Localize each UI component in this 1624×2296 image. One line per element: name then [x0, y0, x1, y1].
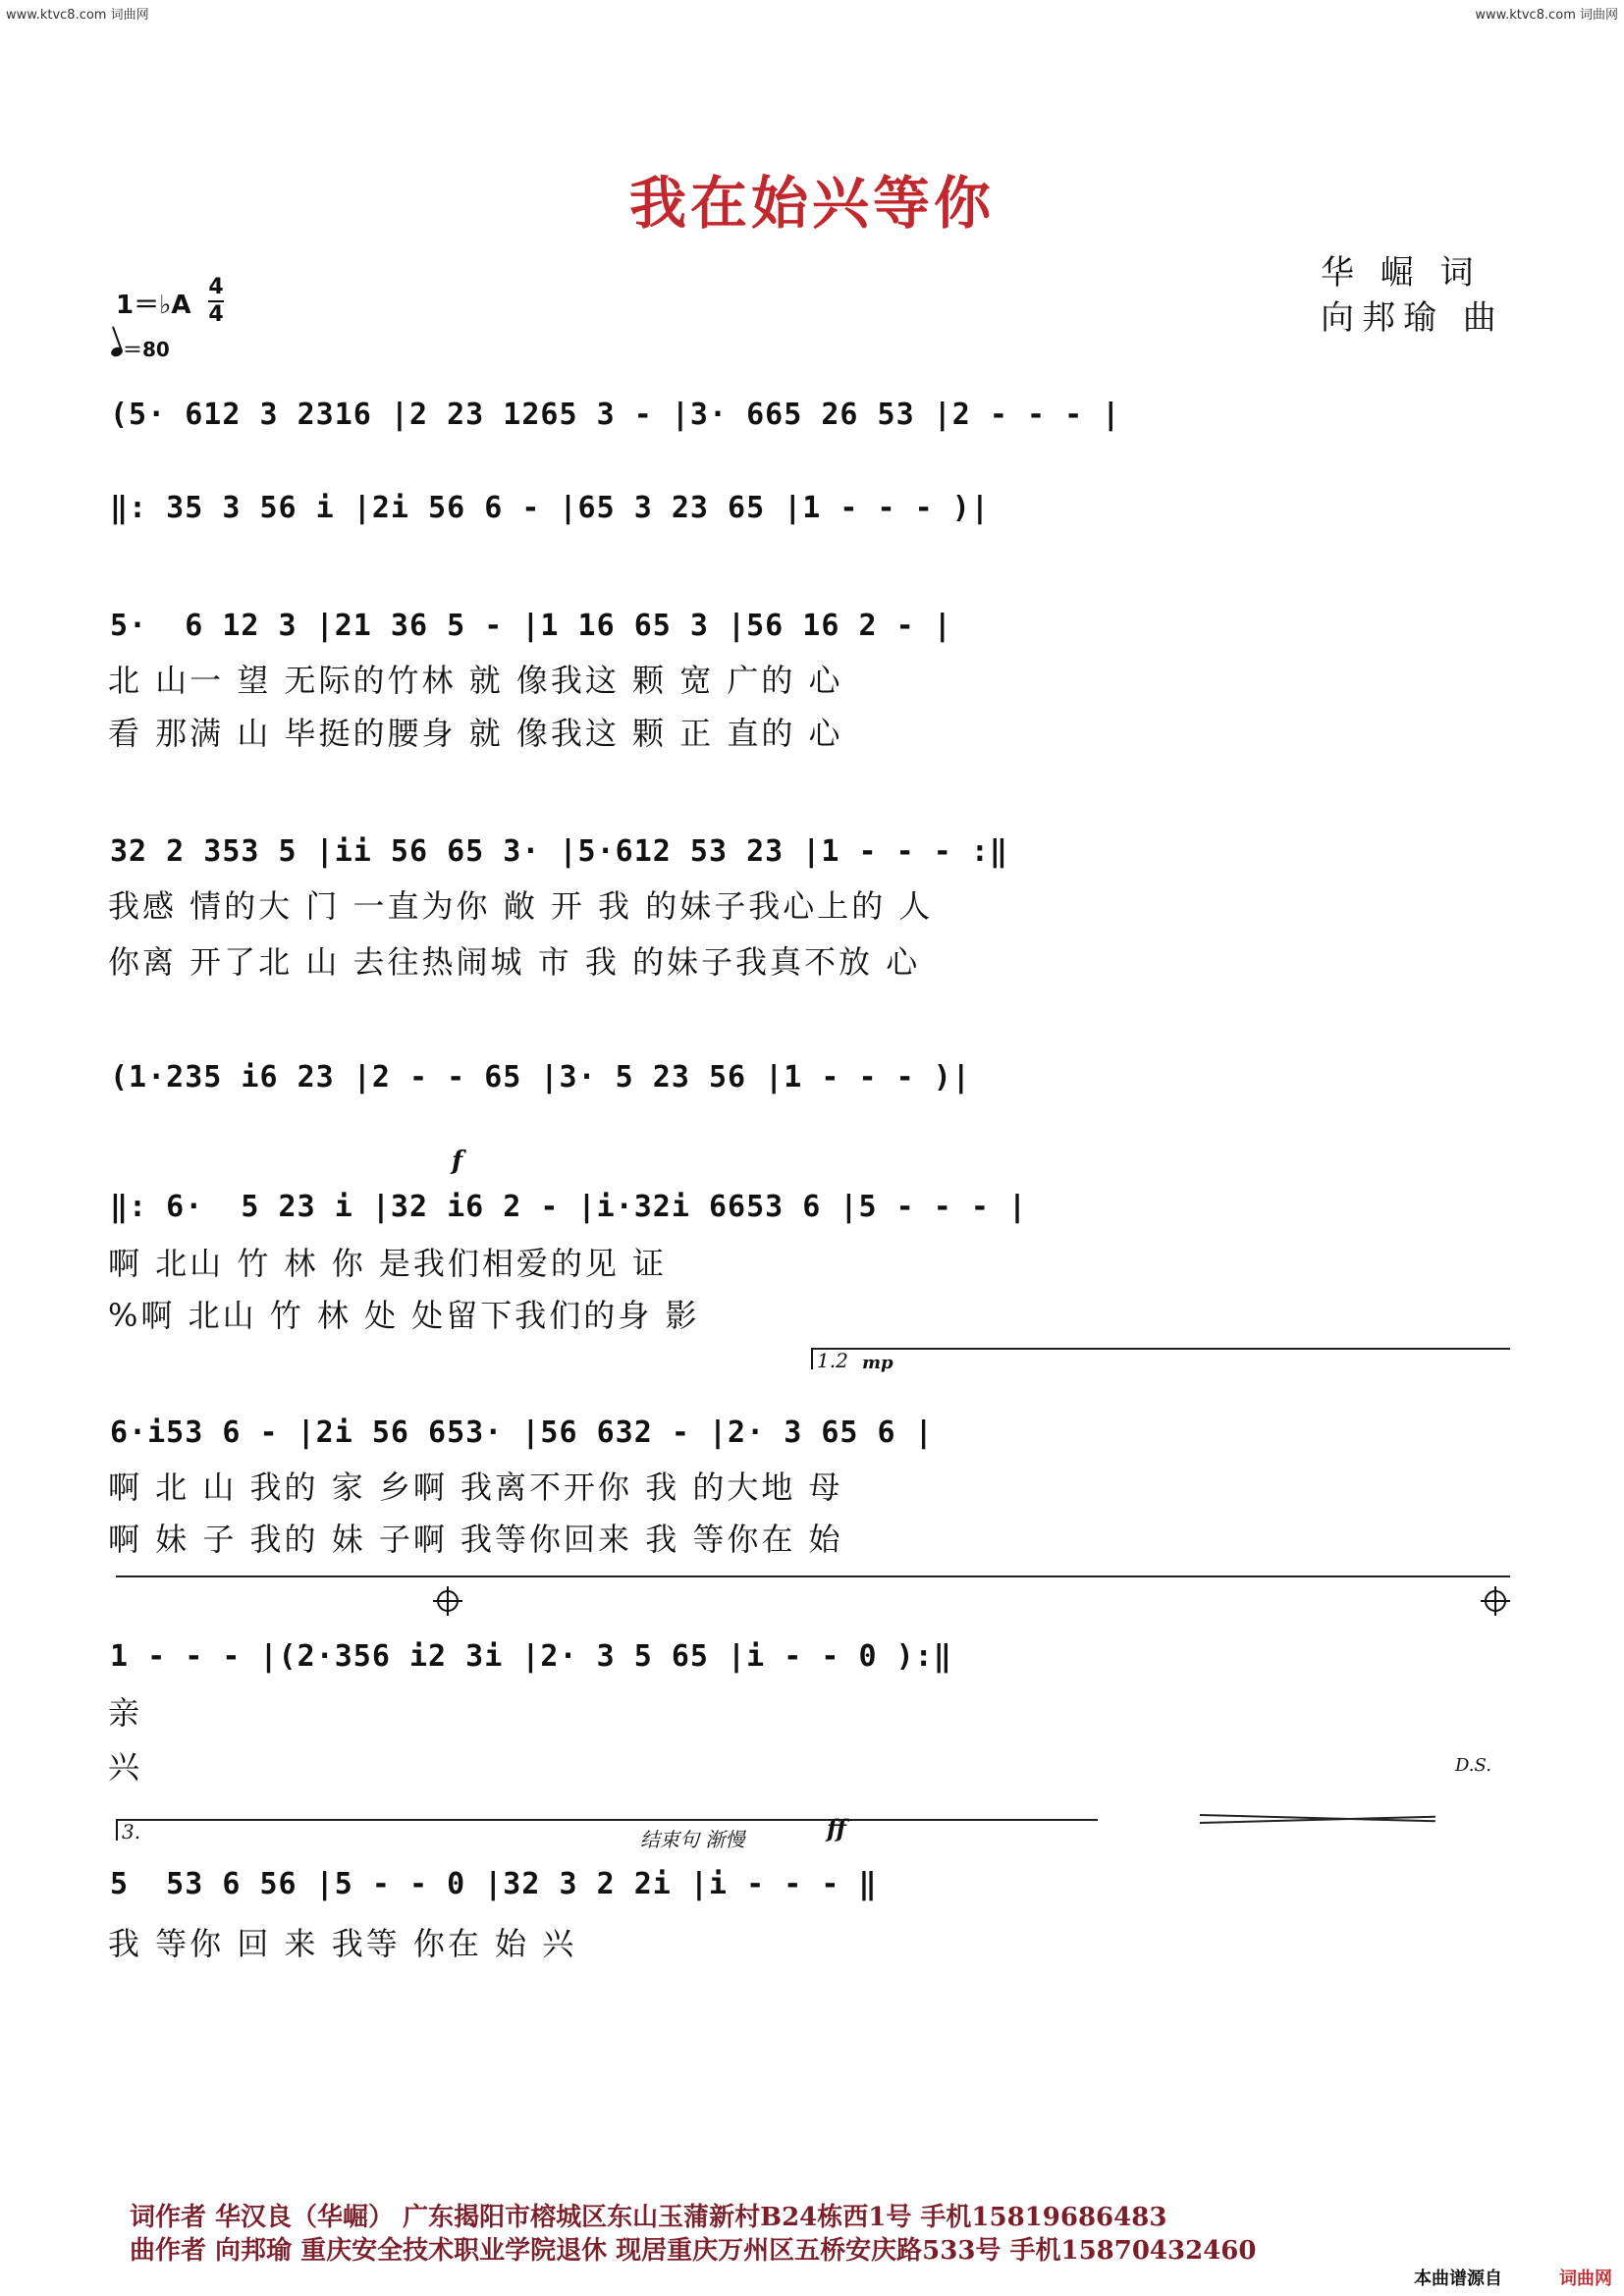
tempo-mark: [111, 334, 170, 362]
notation-row-5: (1·235 i6 23 |2 - - 65 |3· 5 23 56 |1 - - - )|: [110, 1060, 971, 1095]
footer-lyricist-info: 词作者 华汉良（华崛） 广东揭阳市榕城区东山玉蒲新村B24栋西1号 手机15819686483: [130, 2203, 1167, 2232]
ending-bracket-line: [116, 1575, 1510, 1577]
lyrics-row-3-verse-1: 北 山一 望 无际的竹林 就 像我这 颗 宽 广的 心: [108, 662, 843, 699]
volta-3-hook: [116, 1819, 118, 1841]
lyrics-row-4-verse-1: 我感 情的大 门 一直为你 敞 开 我 的妹子我心上的 人: [108, 887, 934, 925]
time-sig-bottom: 4: [208, 302, 224, 327]
lyrics-row-8-verse-1: 亲: [108, 1694, 143, 1732]
dynamic-mp: mp: [862, 1353, 893, 1373]
time-signature: [208, 275, 224, 328]
rit-instruction: 结束句 渐慢: [640, 1828, 745, 1851]
header-site-left[interactable]: www.ktvc8.com 词曲网: [6, 8, 149, 23]
site-logo-link[interactable]: 词曲网: [1559, 2269, 1612, 2289]
lyrics-row-6-verse-1: 啊 北山 竹 林 你 是我们相爱的见 证: [108, 1245, 668, 1282]
key-signature: 1＝♭A: [116, 291, 191, 320]
dynamic-f: f: [452, 1147, 463, 1176]
lyrics-row-7-verse-1: 啊 北 山 我的 家 乡啊 我离不开你 我 的大地 母: [108, 1468, 843, 1506]
lyrics-row-4-verse-2: 你离 开了北 山 去往热闹城 市 我 的妹子我真不放 心: [108, 943, 921, 981]
volta-1-2-hook: [811, 1348, 813, 1369]
volta-1-2-label: 1.2: [817, 1349, 848, 1372]
notation-row-7: 6·i53 6 - |2i 56 653· |56 632 - |2· 3 65 6 |: [110, 1415, 934, 1450]
tempo-value: ＝80: [123, 338, 170, 361]
song-title: 我在始兴等你: [628, 170, 995, 237]
lyrics-row-8-verse-2: 兴: [108, 1748, 143, 1786]
coda-icon-end: [1485, 1590, 1506, 1612]
notation-row-9: 5 53 6 56 |5 - - 0 |32 3 2 2i |i - - - ‖: [110, 1867, 878, 1901]
header-site-right[interactable]: www.ktvc8.com 词曲网: [1475, 8, 1618, 23]
footer-composer-info: 曲作者 向邦瑜 重庆安全技术职业学院退休 现居重庆万州区五桥安庆路533号 手机15870432460: [130, 2236, 1257, 2266]
notation-row-3: 5· 6 12 3 |21 36 5 - |1 16 65 3 |56 16 2 - |: [110, 609, 952, 643]
ds-mark: D.S.: [1455, 1755, 1491, 1776]
dynamic-ff: ff: [827, 1814, 846, 1842]
lyrics-row-3-verse-2: 看 那满 山 毕挺的腰身 就 像我这 颗 正 直的 心: [108, 715, 843, 752]
coda-icon-start: [437, 1590, 459, 1612]
time-sig-top: 4: [208, 275, 224, 299]
volta-3-label: 3.: [122, 1820, 141, 1843]
notation-row-4: 32 2 353 5 |ii 56 65 3· |5·612 53 23 |1 - - - :‖: [110, 834, 1008, 869]
notation-row-6: ‖: 6· 5 23 i |32 i6 2 - |i·32i 6653 6 |5 - - - |: [110, 1190, 1028, 1224]
lyrics-row-9: 我 等你 回 来 我等 你在 始 兴: [108, 1925, 577, 1962]
composer-credit: 向邦瑜 曲: [1321, 298, 1504, 338]
volta-3-line: [116, 1819, 1098, 1821]
lyrics-row-7-verse-2: 啊 妹 子 我的 妹 子啊 我等你回来 我 等你在 始: [108, 1521, 843, 1558]
notation-row-2: ‖: 35 3 56 i |2i 56 6 - |65 3 23 65 |1 - - - )|: [110, 491, 990, 525]
lyrics-row-6-verse-2: %啊 北山 竹 林 处 处留下我们的身 影: [108, 1297, 700, 1334]
notation-row-1: (5· 612 3 2316 |2 23 1265 3 - |3· 665 26 53 |2 - - - |: [110, 398, 1121, 432]
source-label: 本曲谱源自: [1414, 2269, 1502, 2289]
lyricist-credit: 华 崛 词: [1321, 253, 1482, 293]
notation-row-8: 1 - - - |(2·356 i2 3i |2· 3 5 65 |i - - 0 ):‖: [110, 1639, 952, 1674]
volta-1-2-line: [811, 1348, 1510, 1350]
